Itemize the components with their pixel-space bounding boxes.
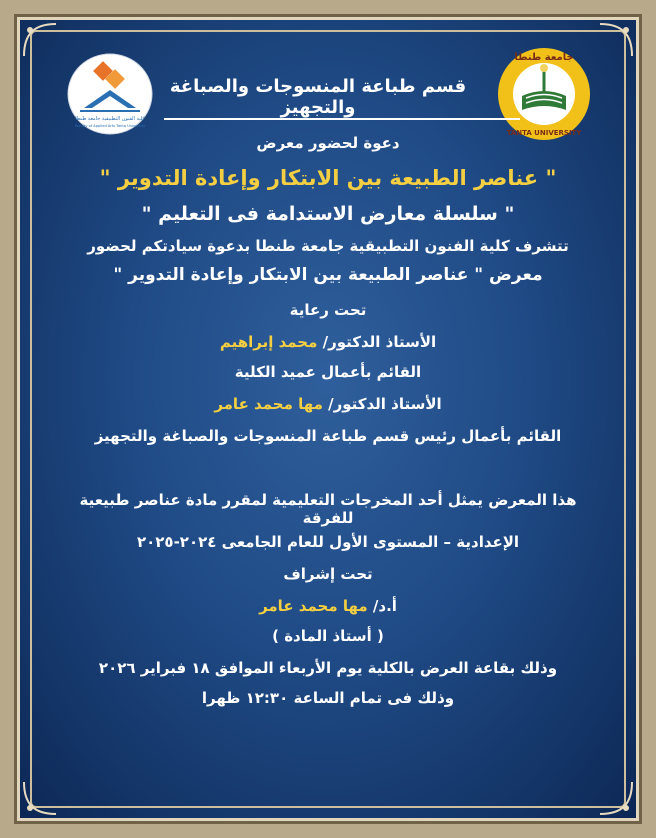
department-name: قسم طباعة المنسوجات والصباغة والتجهيز bbox=[169, 76, 467, 118]
patron2-line bbox=[54, 395, 602, 413]
patron2-name: مها محمد عامر bbox=[214, 395, 323, 413]
patron1-role: القائم بأعمال عميد الكلية bbox=[234, 363, 422, 381]
supervisor-role: ( أستاذ المادة ) bbox=[272, 627, 384, 645]
invitation-intro: دعوة لحضور معرض bbox=[256, 134, 400, 152]
exhibition-line: معرض " عناصر الطبيعة بين الابتكار وإعادة التدوير " bbox=[113, 265, 543, 285]
corner-ornament-icon bbox=[20, 778, 60, 818]
supervisor-line bbox=[54, 597, 602, 615]
exhibition-title: " عناصر الطبيعة بين الابتكار وإعادة التدوير " bbox=[99, 166, 557, 190]
university-logo-icon bbox=[496, 46, 592, 142]
patron1-name: محمد إبراهيم bbox=[219, 333, 318, 351]
description-line-1: هذا المعرض يمثل أحد المخرجات التعليمية لمقرر مادة عناصر طبيعية للفرقة bbox=[79, 491, 577, 527]
date-line: وذلك بقاعة العرض بالكلية يوم الأربعاء الموافق ١٨ فبراير ٢٠٢٦ bbox=[98, 659, 558, 677]
header-divider bbox=[164, 118, 520, 120]
svg-text:جامعة طنطا: جامعة طنطا bbox=[514, 52, 574, 63]
honor-line: تتشرف كلية الفنون التطبيقية جامعة طنطا بدعوة سيادتكم لحضور bbox=[87, 237, 569, 255]
patron1-title: الأستاذ الدكتور/ bbox=[322, 333, 437, 351]
patron2-title: الأستاذ الدكتور/ bbox=[328, 395, 442, 413]
patron1-line bbox=[54, 333, 602, 351]
time-line: وذلك فى تمام الساعة ١٢:٣٠ ظهرا bbox=[201, 689, 455, 707]
corner-ornament-icon bbox=[20, 20, 60, 60]
supervisor-name: مها محمد عامر bbox=[259, 597, 368, 615]
invitation-body bbox=[54, 130, 602, 707]
corner-ornament-icon bbox=[596, 778, 636, 818]
faculty-logo-icon bbox=[66, 50, 154, 138]
series-title: " سلسلة معارض الاستدامة فى التعليم " bbox=[141, 203, 515, 225]
supervision-label: تحت إشراف bbox=[283, 565, 373, 583]
corner-ornament-icon bbox=[596, 20, 636, 60]
patronage-label: تحت رعاية bbox=[289, 301, 367, 319]
svg-text:كلية الفنون التطبيقية جامعة طن: كلية الفنون التطبيقية جامعة طنطا bbox=[75, 116, 145, 122]
svg-text:TANTA UNIVERSITY: TANTA UNIVERSITY bbox=[506, 129, 582, 137]
description-line-2: الإعدادية – المستوى الأول للعام الجامعى ٢٠٢٤-٢٠٢٥ bbox=[136, 533, 520, 551]
supervisor-title: أ.د/ bbox=[372, 597, 397, 615]
patron2-role: القائم بأعمال رئيس قسم طباعة المنسوجات والصباغة والتجهيز bbox=[94, 427, 562, 445]
svg-text:Faculty of Applied Arts Tanta: Faculty of Applied Arts Tanta University bbox=[74, 124, 146, 128]
